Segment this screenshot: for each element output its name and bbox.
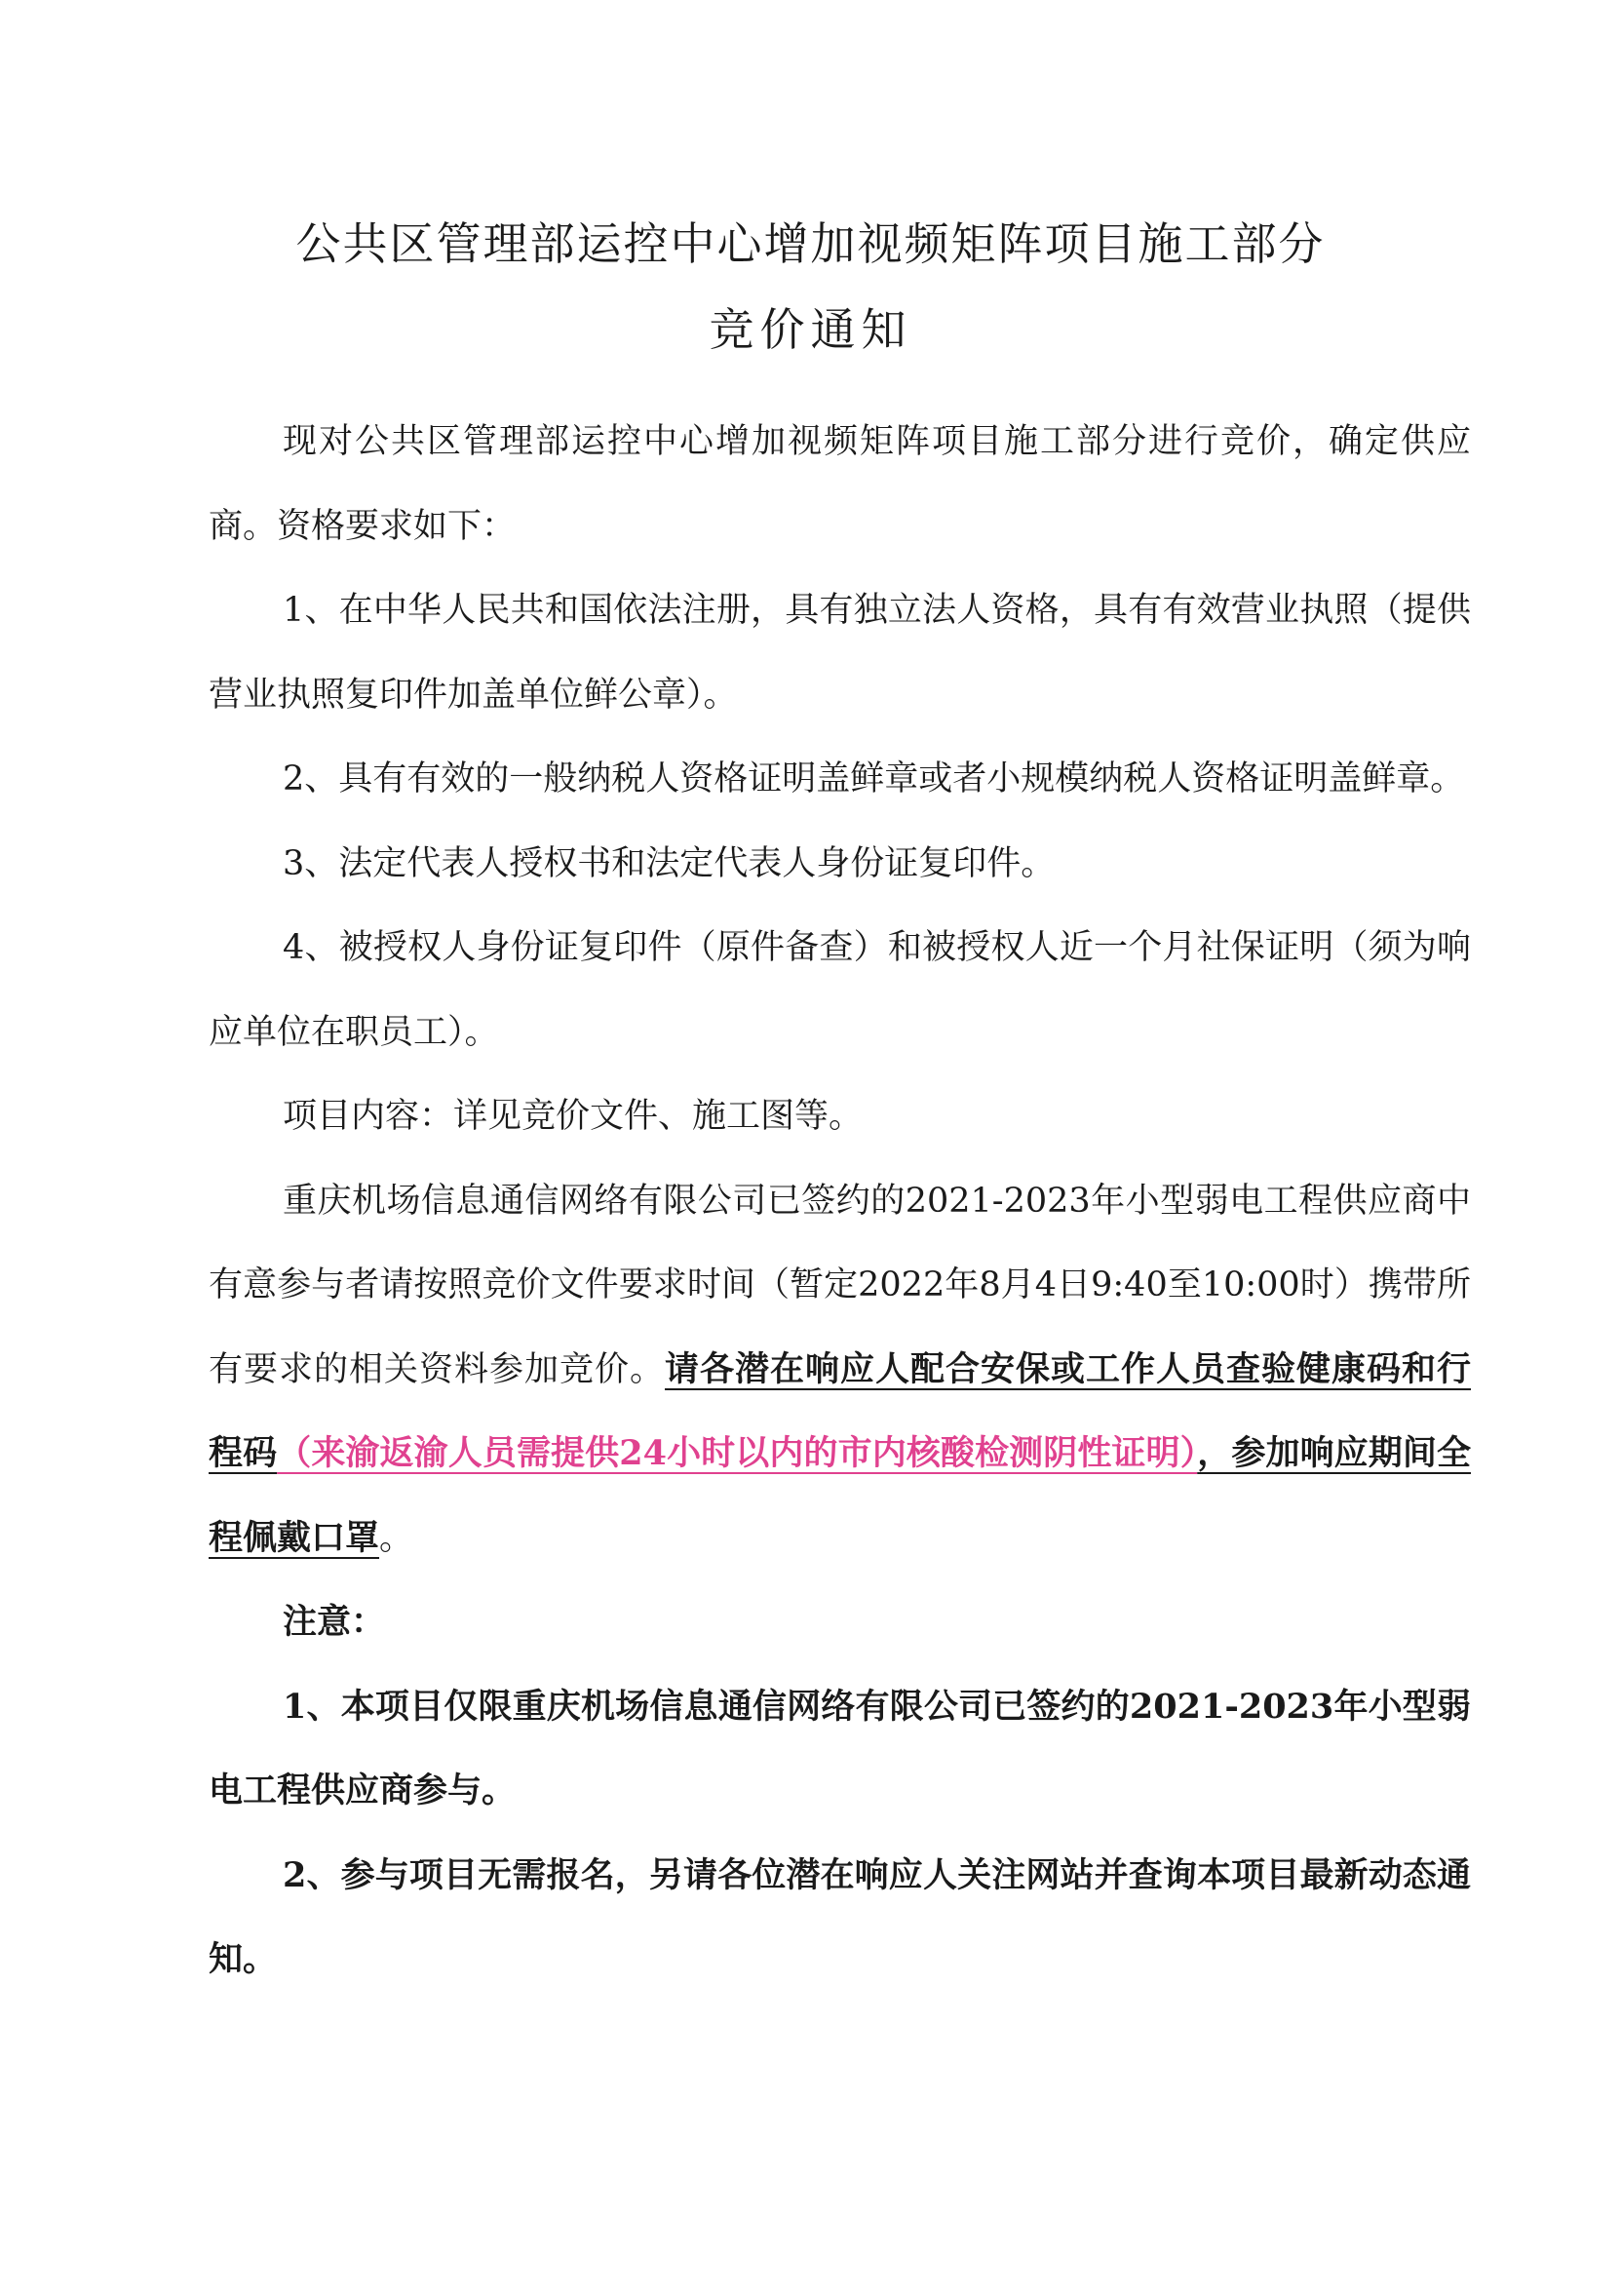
requirement-1: 1、在中华人民共和国依法注册，具有独立法人资格，具有有效营业执照（提供营业执照复印件加盖单位鲜公章）。	[209, 591, 1471, 715]
notice-heading: 注意：	[283, 1602, 386, 1642]
notice-item-1: 1、本项目仅限重庆机场信息通信网络有限公司已签约的2021-2023年小型弱电工程供应商参与。	[209, 1686, 1471, 1810]
document-title-line-1: 公共区管理部运控中心增加视频矩阵项目施工部分	[295, 217, 1326, 270]
bidding-paragraph	[209, 1159, 1471, 1581]
project-content: 项目内容：详见竞价文件、施工图等。	[283, 1097, 864, 1136]
health-code-requirement: 请各潜在响应人配合安保或工作人员查验健康码和行程码	[209, 1348, 1471, 1473]
document-title-line-2: 竞价通知	[709, 303, 912, 356]
requirement-2: 2、具有有效的一般纳税人资格证明盖鲜章或者小规模纳税人资格证明盖鲜章。	[283, 759, 1465, 798]
bidding-end-punct: 。	[379, 1518, 414, 1558]
requirement-4: 4、被授权人身份证复印件（原件备查）和被授权人近一个月社保证明（须为响应单位在职员工）。	[209, 928, 1471, 1052]
mask-requirement: ，参加响应期间全程佩戴口罩	[209, 1433, 1471, 1558]
bidding-normal-text: 重庆机场信息通信网络有限公司已签约的2021-2023年小型弱电工程供应商中有意参与者请按照竞价文件要求时间（暂定2022年8月4日9:40至10:00时）携带所有要求的相关资料参加竞价。	[209, 1181, 1471, 1389]
nucleic-acid-requirement: （来渝返渝人员需提供24小时以内的市内核酸检测阴性证明）	[277, 1433, 1198, 1473]
intro-paragraph: 现对公共区管理部运控中心增加视频矩阵项目施工部分进行竞价，确定供应商。资格要求如下：	[209, 422, 1471, 546]
document-body	[209, 400, 1471, 2003]
requirement-3: 3、法定代表人授权书和法定代表人身份证复印件。	[283, 843, 1056, 883]
notice-item-2: 2、参与项目无需报名，另请各位潜在响应人关注网站并查询本项目最新动态通知。	[209, 1854, 1471, 1979]
